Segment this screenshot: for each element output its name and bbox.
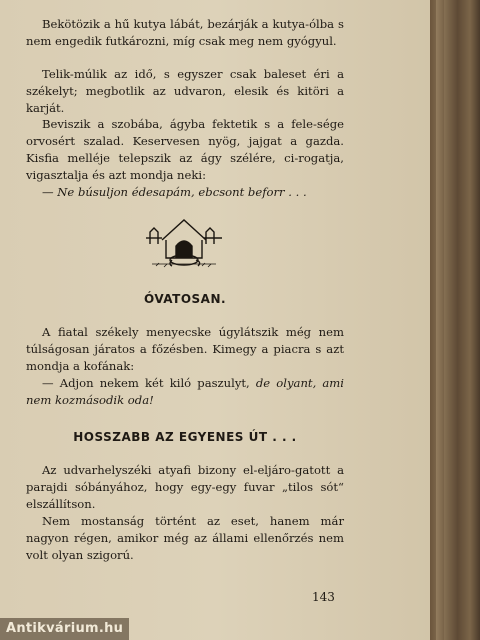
page-number: 143 [312,590,335,604]
heading-ovatosan: ÓVATOSAN. [143,292,227,306]
paragraph-punchline-2 [26,375,344,409]
watermark: Antikvárium.hu [0,618,129,640]
book-spine [430,0,480,640]
paragraph-accident: Telik-múlik az idő, s egyszer csak baleset éri a székelyt; megbotlik az udvaron, elesik és kitöri a karját. [26,67,344,115]
quote-italic: de olyant, ami nem kozmásodik oda! [26,376,344,407]
doghouse-illustration [146,214,222,272]
heading-hosszabb: HOSSZABB AZ EGYENES ÚT . . . [73,430,297,444]
paragraph-punchline-1: — Ne búsuljon édesapám, ebcsont beforr . . . [42,185,307,199]
paragraph-salt-mine: Az udvarhelyszéki atyafi bizony el-eljáro-gatott a parajdi sóbányához, hogy egy-egy fuvar „tilos sót“ elszállítson. [26,463,344,511]
paragraph-young-bride: A fiatal székely menyecske úgylátszik még nem túlságosan járatos a főzésben. Kimegy a piacra s azt mondja a kofának: [26,325,344,373]
quote-plain: — Adjon nekem két kiló paszulyt, [42,376,256,390]
paragraph-long-ago: Nem mostanság történt az eset, hanem már nagyon régen, amikor még az állami ellenőrzés nem volt olyan szigorú. [26,514,344,562]
paragraph-carried-to-bed: Beviszik a szobába, ágyba fektetik s a fele-sége orvosért szalad. Keservesen nyög, jajgat a gazda. Kisfia melléje telepszik az ágy szélére, ci-rogatja, vigasztalja és azt mondja neki: [26,117,344,182]
paragraph-dog-bandaged: Bekötözik a hű kutya lábát, bezárják a kutya-ólba s nem engedik futkározni, míg csak meg nem gyógyul. [26,17,344,48]
